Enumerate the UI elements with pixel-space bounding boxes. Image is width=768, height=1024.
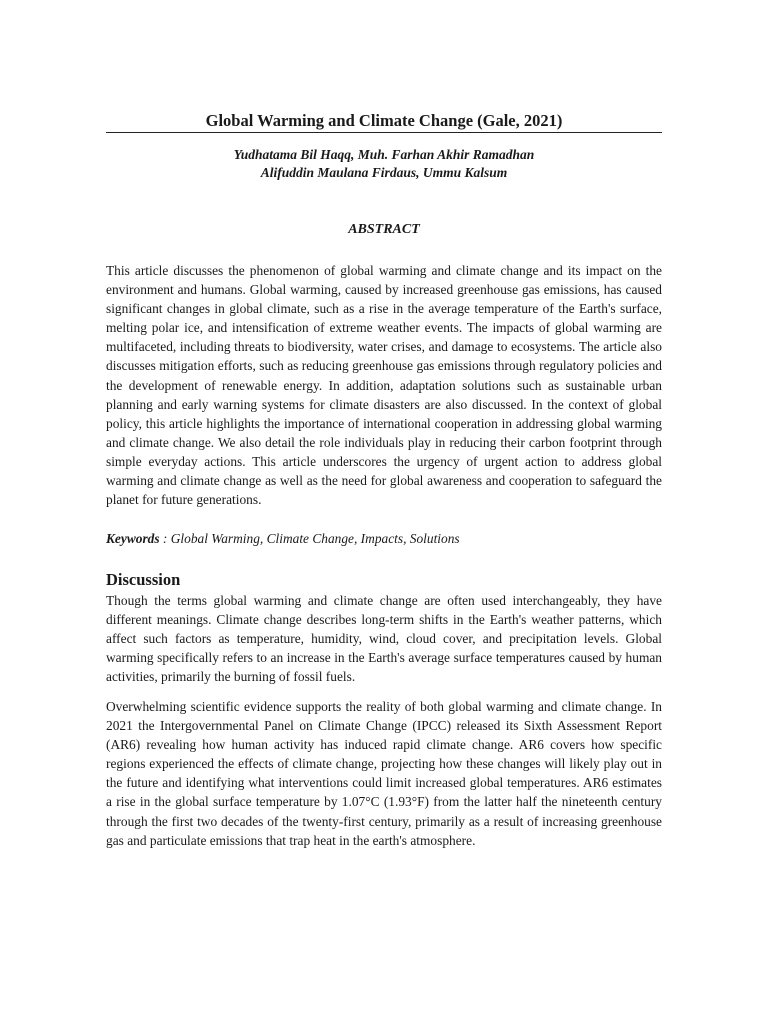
title-divider — [106, 132, 662, 133]
abstract-heading: ABSTRACT — [348, 222, 420, 237]
author-list — [106, 146, 662, 182]
discussion-heading: Discussion — [106, 570, 181, 589]
keywords-label: Keywords — [106, 531, 160, 546]
keywords — [106, 530, 662, 548]
paper-title: Global Warming and Climate Change (Gale, 2021) — [205, 111, 563, 130]
keywords-list: : Global Warming, Climate Change, Impacts, Solutions — [159, 531, 460, 546]
discussion-paragraph-1: Though the terms global warming and climate change are often used interchangeably, they have different meanings. Climate change describes long-term shifts in the Earth's weather patterns, which affect such factors as temperature, humidity, wind, cloud cover, and precipitation levels. Global warming specifically refers to an increase in the Earth's average surface temperatures caused by human activities, primarily the burning of fossil fuels. — [106, 593, 662, 685]
discussion-paragraph-2: Overwhelming scientific evidence supports the reality of both global warming and climate change. In 2021 the Intergovernmental Panel on Climate Change (IPCC) released its Sixth Assessment Report (AR6) revealing how human activity has induced rapid climate change. AR6 covers how specific regions experienced the effects of climate change, projecting how these changes will likely play out in the future and identifying what interventions could limit increased global temperatures. AR6 estimates a rise in the global surface temperature by 1.07°C (1.93°F) from the latter half the nineteenth century through the first two decades of the twenty-first century, primarily as a result of increasing greenhouse gas and particulate emissions that trap heat in the earth's atmosphere. — [106, 699, 662, 848]
abstract-text: This article discusses the phenomenon of global warming and climate change and its impact on the environment and humans. Global warming, caused by increased greenhouse gas emissions, has caused significant changes in global climate, such as a rise in the average temperature of the Earth's surface, melting polar ice, and intensification of extreme weather events. The impacts of global warming are multifaceted, including threats to biodiversity, water crises, and damage to ecosystems. The article also discusses mitigation efforts, such as reducing greenhouse gas emissions through regulatory policies and the development of renewable energy. In addition, adaptation solutions such as sustainable urban planning and early warning systems for climate disasters are also discussed. In the context of global policy, this article highlights the importance of international cooperation in addressing global warming and climate change. We also detail the role individuals play in reducing their carbon footprint through simple everyday actions. This article underscores the urgency of urgent action to address global warming and climate change as well as the need for global awareness and cooperation to safeguard the planet for future generations. — [106, 263, 662, 508]
author-line-2: Alifuddin Maulana Firdaus, Ummu Kalsum — [260, 165, 508, 180]
author-line-1: Yudhatama Bil Haqq, Muh. Farhan Akhir Ramadhan — [233, 147, 535, 162]
